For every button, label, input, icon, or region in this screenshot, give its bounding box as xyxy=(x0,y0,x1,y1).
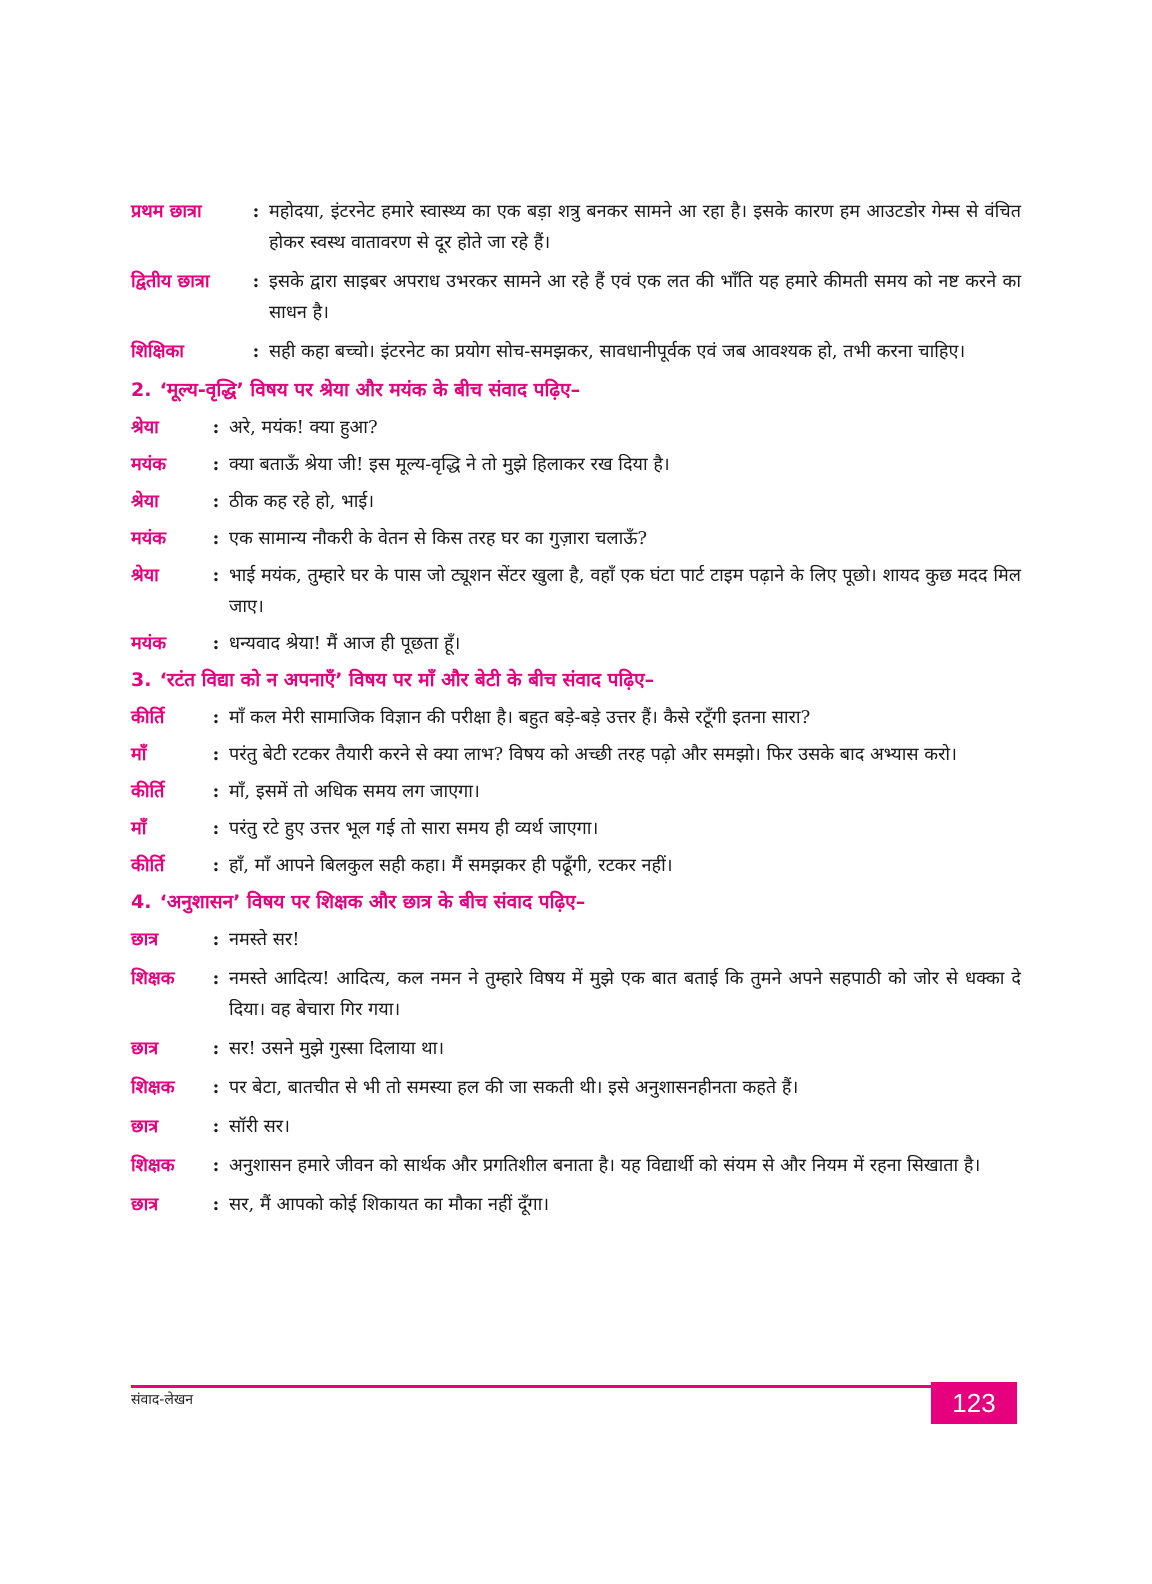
dialogue-row xyxy=(131,1150,1021,1181)
dialogue-row xyxy=(131,739,1021,770)
section-heading xyxy=(131,375,1021,406)
speaker-colon: : xyxy=(212,1038,220,1059)
speaker-label: शिक्षक xyxy=(131,1155,175,1176)
dialogue-row xyxy=(131,266,1021,328)
speaker-colon: : xyxy=(212,454,220,475)
speaker-colon: : xyxy=(212,781,220,802)
dialogue-row xyxy=(131,628,1021,659)
dialogue-block-price-rise xyxy=(131,412,1021,659)
dialogue-text: सर! उसने मुझे गुस्सा दिलाया था। xyxy=(229,1038,445,1059)
speaker-label: कीर्ति xyxy=(131,707,165,728)
speaker-label: मयंक xyxy=(131,454,167,475)
dialogue-text: अनुशासन हमारे जीवन को सार्थक और प्रगतिशील बनाता है। यह विद्यार्थी को संयम से और नियम में रहना सिखाता है। xyxy=(229,1155,981,1176)
section-title: ‘अनुशासन’ विषय पर शिक्षक और छात्र के बीच संवाद पढ़िए– xyxy=(159,891,586,913)
speaker-label: शिक्षक xyxy=(131,968,175,989)
dialogue-text: सॉरी सर। xyxy=(229,1116,290,1137)
dialogue-row xyxy=(131,963,1021,1025)
section-number: 2. xyxy=(131,379,152,401)
dialogue-row xyxy=(131,1072,1021,1103)
dialogue-block-internet xyxy=(131,196,1021,367)
speaker-label: माँ xyxy=(131,744,147,765)
speaker-label: शिक्षिका xyxy=(131,341,184,362)
section-number: 3. xyxy=(131,669,152,691)
speaker-colon: : xyxy=(212,968,220,989)
page-content xyxy=(131,196,1021,1220)
dialogue-row xyxy=(131,196,1021,258)
speaker-colon: : xyxy=(212,1077,220,1098)
footer-divider xyxy=(131,1385,931,1388)
dialogue-text: इसके द्वारा साइबर अपराध उभरकर सामने आ रहे हैं एवं एक लत की भाँति यह हमारे कीमती समय को नष्ट करने का साधन है। xyxy=(269,271,1021,323)
dialogue-text: परंतु बेटी रटकर तैयारी करने से क्या लाभ? विषय को अच्छी तरह पढ़ो और समझो। फिर उसके बाद अभ्यास करो। xyxy=(229,744,957,765)
dialogue-text: परंतु रटे हुए उत्तर भूल गई तो सारा समय ही व्यर्थ जाएगा। xyxy=(229,818,599,839)
speaker-label: श्रेया xyxy=(131,491,159,512)
speaker-colon: : xyxy=(212,1116,220,1137)
dialogue-row xyxy=(131,449,1021,480)
dialogue-row xyxy=(131,813,1021,844)
dialogue-text: धन्यवाद श्रेया! मैं आज ही पूछता हूँ। xyxy=(229,633,461,654)
dialogue-row xyxy=(131,1189,1021,1220)
speaker-label: छात्र xyxy=(131,1038,159,1059)
dialogue-row xyxy=(131,776,1021,807)
dialogue-row xyxy=(131,850,1021,881)
dialogue-row xyxy=(131,560,1021,622)
dialogue-text: नमस्ते सर! xyxy=(229,929,300,950)
speaker-label: श्रेया xyxy=(131,565,159,586)
speaker-colon: : xyxy=(252,341,260,362)
speaker-colon: : xyxy=(212,744,220,765)
dialogue-text: माँ, इसमें तो अधिक समय लग जाएगा। xyxy=(229,781,480,802)
section-title: ‘मूल्य-वृद्धि’ विषय पर श्रेया और मयंक के बीच संवाद पढ़िए– xyxy=(159,379,581,401)
speaker-label: श्रेया xyxy=(131,417,159,438)
speaker-label: शिक्षक xyxy=(131,1077,175,1098)
speaker-colon: : xyxy=(212,565,220,586)
speaker-label: कीर्ति xyxy=(131,855,165,876)
dialogue-row xyxy=(131,1033,1021,1064)
dialogue-row xyxy=(131,486,1021,517)
dialogue-text: सर, मैं आपको कोई शिकायत का मौका नहीं दूँगा। xyxy=(229,1194,550,1215)
dialogue-text: एक सामान्य नौकरी के वेतन से किस तरह घर का गुज़ारा चलाऊँ? xyxy=(229,528,648,549)
dialogue-text: भाई मयंक, तुम्हारे घर के पास जो ट्यूशन सेंटर खुला है, वहाँ एक घंटा पार्ट टाइम पढ़ाने के लिए पूछो। शायद कुछ मदद मिल जाए। xyxy=(229,565,1021,617)
speaker-colon: : xyxy=(212,1155,220,1176)
speaker-colon: : xyxy=(252,271,260,292)
dialogue-text: महोदया, इंटरनेट हमारे स्वास्थ्य का एक बड़ा शत्रु बनकर सामने आ रहा है। इसके कारण हम आउटडोर गेम्स से वंचित होकर स्वस्थ वातावरण से दूर होते जा रहे हैं। xyxy=(269,201,1021,253)
dialogue-row xyxy=(131,1111,1021,1142)
speaker-label: माँ xyxy=(131,818,147,839)
dialogue-text: माँ कल मेरी सामाजिक विज्ञान की परीक्षा है। बहुत बड़े-बड़े उत्तर हैं। कैसे रटूँगी इतना सारा? xyxy=(229,707,811,728)
speaker-colon: : xyxy=(212,1194,220,1215)
speaker-label: छात्र xyxy=(131,929,159,950)
speaker-colon: : xyxy=(212,855,220,876)
dialogue-text: नमस्ते आदित्य! आदित्य, कल नमन ने तुम्हारे विषय में मुझे एक बात बताई कि तुमने अपने सहपाठी को जोर से धक्का दे दिया। वह बेचारा गिर गया। xyxy=(229,968,1021,1020)
speaker-colon: : xyxy=(212,491,220,512)
dialogue-block-rote-learning xyxy=(131,702,1021,881)
speaker-colon: : xyxy=(212,707,220,728)
dialogue-text: ठीक कह रहे हो, भाई। xyxy=(229,491,375,512)
speaker-label: छात्र xyxy=(131,1194,159,1215)
dialogue-row xyxy=(131,523,1021,554)
speaker-label: छात्र xyxy=(131,1116,159,1137)
dialogue-block-discipline xyxy=(131,924,1021,1220)
speaker-colon: : xyxy=(212,929,220,950)
dialogue-text: हाँ, माँ आपने बिलकुल सही कहा। मैं समझकर ही पढूँगी, रटकर नहीं। xyxy=(229,855,673,876)
dialogue-text: पर बेटा, बातचीत से भी तो समस्या हल की जा सकती थी। इसे अनुशासनहीनता कहते हैं। xyxy=(229,1077,799,1098)
dialogue-text: सही कहा बच्चो। इंटरनेट का प्रयोग सोच-समझकर, सावधानीपूर्वक एवं जब आवश्यक हो, तभी करना चाहिए। xyxy=(269,341,966,362)
speaker-colon: : xyxy=(212,417,220,438)
dialogue-text: क्या बताऊँ श्रेया जी! इस मूल्य-वृद्धि ने तो मुझे हिलाकर रख दिया है। xyxy=(229,454,670,475)
page-number-badge: 123 xyxy=(931,1382,1017,1424)
section-number: 4. xyxy=(131,891,152,913)
speaker-colon: : xyxy=(212,633,220,654)
section-heading xyxy=(131,887,1021,918)
dialogue-text: अरे, मयंक! क्या हुआ? xyxy=(229,417,378,438)
footer-chapter-title: संवाद-लेखन xyxy=(131,1392,194,1408)
dialogue-row xyxy=(131,336,1021,367)
section-heading xyxy=(131,665,1021,696)
dialogue-row xyxy=(131,702,1021,733)
section-title: ‘रटंत विद्या को न अपनाएँ’ विषय पर माँ और बेटी के बीच संवाद पढ़िए– xyxy=(159,669,655,691)
speaker-label: मयंक xyxy=(131,633,167,654)
dialogue-row xyxy=(131,412,1021,443)
speaker-colon: : xyxy=(252,201,260,222)
dialogue-row xyxy=(131,924,1021,955)
speaker-label: मयंक xyxy=(131,528,167,549)
speaker-colon: : xyxy=(212,528,220,549)
speaker-colon: : xyxy=(212,818,220,839)
speaker-label: द्वितीय छात्रा xyxy=(131,271,210,292)
speaker-label: प्रथम छात्रा xyxy=(131,201,202,222)
speaker-label: कीर्ति xyxy=(131,781,165,802)
